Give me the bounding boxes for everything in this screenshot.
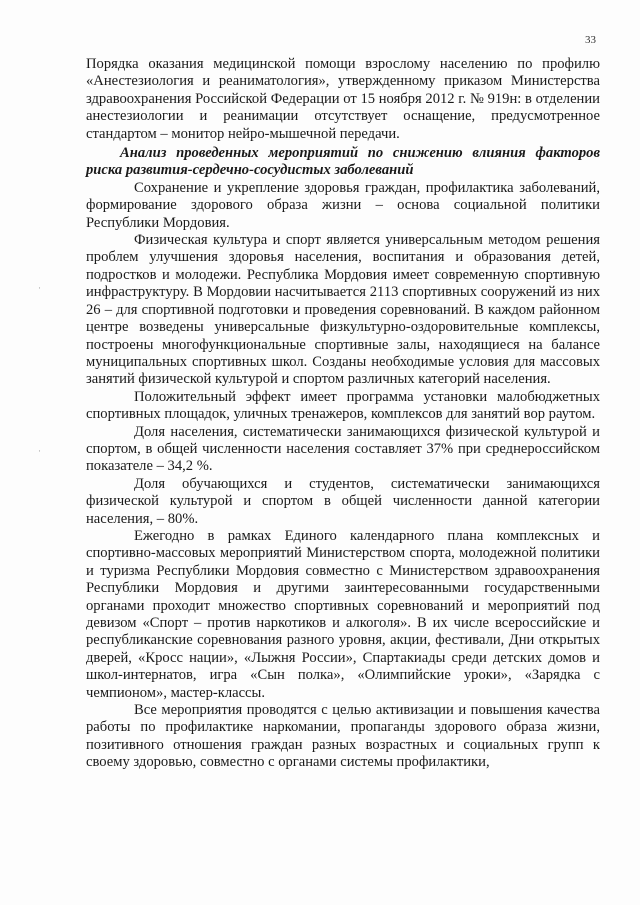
paragraph: Физическая культура и спорт является универсальным методом решения проблем улучшения здоровья населения, воспитания и образования детей, подростков и молодежи. Республика Мордовия имеет современную спортивную инфраструктуру. В Мордовии насчитывается 2113 спортивных сооружений из них 26 – для спортивной подготовки и проведения соревнований. В каждом районном центре возведены универсальные физкультурно-оздоровительные комплексы, построены многофункциональные спортивные залы, находящиеся на балансе муниципальных спортивных школ. Созданы необходимые условия для массовых занятий физической культурой и спортом различных категорий населения. [86, 232, 600, 388]
paragraph-continued: Порядка оказания медицинской помощи взрослому населению по профилю «Анестезиология и реаниматология», утвержденному приказом Министерства здравоохранения Российской Федерации от 15 ноября 2012 г. № 919н: в отделении анестезиологии и реанимации отсутствует оснащение, предусмотренное стандартом – монитор нейро-мышечной передачи. [86, 56, 600, 142]
margin-speck: · [38, 446, 41, 456]
margin-speck: · [38, 283, 41, 293]
paragraph: Все мероприятия проводятся с целью активизации и повышения качества работы по профилактике наркомании, пропаганды здорового образа жизни, позитивного отношения граждан разных возрастных и социальных групп к своему здоровью, совместно с органами системы профилактики, [86, 702, 600, 771]
paragraph: Доля населения, систематически занимающихся физической культурой и спортом, в общей численности населения составляет 37% при среднероссийском показателе – 34,2 %. [86, 423, 600, 475]
paragraph: Положительный эффект имеет программа установки малобюджетных спортивных площадок, уличных тренажеров, комплексов для занятий вор раутом. [86, 388, 600, 423]
document-body [86, 56, 600, 772]
paragraph: Ежегодно в рамках Единого календарного плана комплексных и спортивно-массовых мероприятий Министерством спорта, молодежной политики и туризма Республики Мордовия совместно с Министерством здравоохранения Республики Мордовия и другими заинтересованными государственными органами проходит множество спортивных соревнований и мероприятий под девизом «Спорт – против наркотиков и алкоголя». В их числе всероссийские и республиканские соревнования разного уровня, акции, фестивали, Дни открытых дверей, «Кросс нации», «Лыжня России», Спартакиады среди детских домов и школ-интернатов, игра «Сын полка», «Олимпийские уроки», «Зарядка с чемпионом», мастер-классы. [86, 527, 600, 701]
paragraph: Сохранение и укрепление здоровья граждан, профилактика заболеваний, формирование здорового образа жизни – основа социальной политики Республики Мордовия. [86, 179, 600, 231]
paragraph: Доля обучающихся и студентов, систематически занимающихся физической культурой и спортом в общей численности данной категории населения, – 80%. [86, 475, 600, 527]
section-heading: Анализ проведенных мероприятий по снижению влияния факторов риска развития-сердечно-сосудистых заболеваний [86, 145, 600, 179]
page-number: 33 [585, 34, 596, 46]
